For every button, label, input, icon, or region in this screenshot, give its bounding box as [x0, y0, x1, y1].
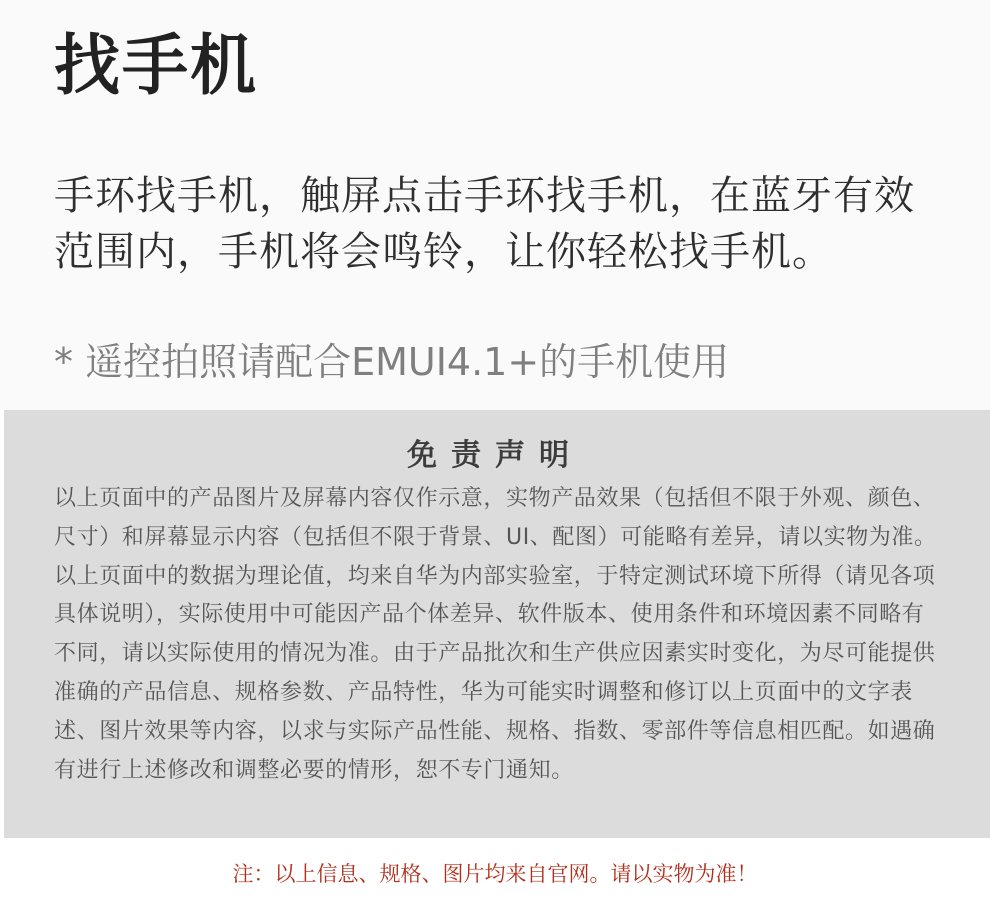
feature-note: * 遥控拍照请配合EMUI4.1+的手机使用	[54, 340, 730, 384]
disclaimer-title: 免责声明	[407, 438, 583, 473]
feature-title: 找手机	[54, 27, 258, 104]
disclaimer-body: 以上页面中的产品图片及屏幕内容仅作示意，实物产品效果（包括但不限于外观、颜色、尺寸）和屏幕显示内容（包括但不限于背景、UI、配图）可能略有差异，请以实物为准。以上页面中的数据为理论值，均来自华为内部实验室，于特定测试环境下所得（请见各项具体说明），实际使用中可能因产品个体差异、软件版本、使用条件和环境因素不同略有不同，请以实际使用的情况为准。由于产品批次和生产供应因素实时变化，为尽可能提供准确的产品信息、规格参数、产品特性，华为可能实时调整和修订以上页面中的文字表述、图片效果等内容，以求与实际产品性能、规格、指数、零部件等信息相匹配。如遇确有进行上述修改和调整必要的情形，恕不专门通知。	[54, 486, 937, 783]
feature-description: 手环找手机，触屏点击手环找手机，在蓝牙有效范围内，手机将会鸣铃，让你轻松找手机。	[54, 173, 915, 275]
footer-note: 注：以上信息、规格、图片均来自官网。请以实物为准！	[232, 862, 758, 886]
